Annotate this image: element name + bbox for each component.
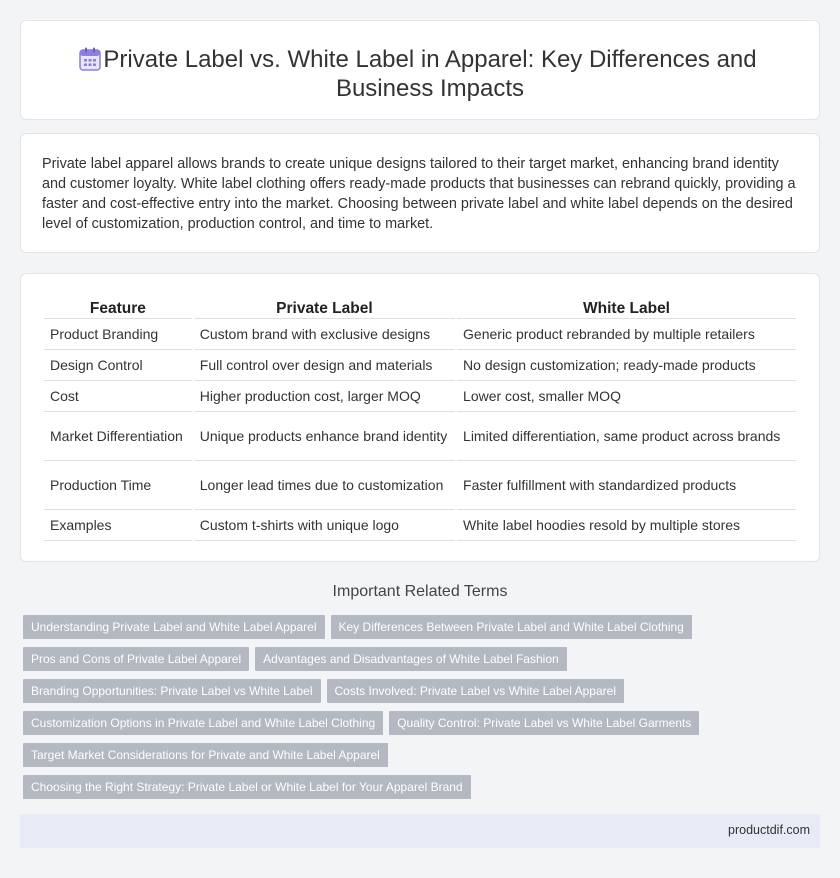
private-label-cell: Full control over design and materials <box>194 350 455 381</box>
page-title: Private Label vs. White Label in Apparel: Key Differences and Business Impacts <box>103 46 757 102</box>
private-label-cell: Custom t-shirts with unique logo <box>194 510 455 541</box>
related-term-tag[interactable]: Understanding Private Label and White Label Apparel <box>23 615 325 639</box>
white-label-cell: Lower cost, smaller MOQ <box>457 381 796 412</box>
table-row <box>44 461 796 510</box>
related-terms-list <box>23 615 813 807</box>
feature-cell: Cost <box>44 381 192 412</box>
footer-site-link[interactable]: productdif.com <box>728 823 810 837</box>
column-header-private-label: Private Label <box>194 296 455 319</box>
column-header-feature: Feature <box>44 296 192 319</box>
related-term-tag[interactable]: Branding Opportunities: Private Label vs White Label <box>23 679 321 703</box>
comparison-table <box>42 296 798 541</box>
intro-card <box>20 133 820 253</box>
feature-cell: Product Branding <box>44 319 192 350</box>
column-header-white-label: White Label <box>457 296 796 319</box>
table-row <box>44 319 796 350</box>
related-term-tag[interactable]: Costs Involved: Private Label vs White Label Apparel <box>327 679 624 703</box>
private-label-cell: Unique products enhance brand identity <box>194 412 455 461</box>
white-label-cell: Limited differentiation, same product across brands <box>457 412 796 461</box>
feature-cell: Production Time <box>44 461 192 510</box>
white-label-cell: White label hoodies resold by multiple stores <box>457 510 796 541</box>
table-row <box>44 381 796 412</box>
feature-cell: Examples <box>44 510 192 541</box>
title-card <box>20 20 820 120</box>
related-terms-heading: Important Related Terms <box>332 583 508 600</box>
table-row <box>44 510 796 541</box>
related-term-tag[interactable]: Customization Options in Private Label and White Label Clothing <box>23 711 383 735</box>
white-label-cell: Generic product rebranded by multiple retailers <box>457 319 796 350</box>
white-label-cell: No design customization; ready-made products <box>457 350 796 381</box>
related-term-tag[interactable]: Target Market Considerations for Private and White Label Apparel <box>23 743 388 767</box>
related-term-tag[interactable]: Quality Control: Private Label vs White Label Garments <box>389 711 699 735</box>
table-row <box>44 350 796 381</box>
related-term-tag[interactable]: Advantages and Disadvantages of White Label Fashion <box>255 647 567 671</box>
private-label-cell: Higher production cost, larger MOQ <box>194 381 455 412</box>
related-term-tag[interactable]: Choosing the Right Strategy: Private Label or White Label for Your Apparel Brand <box>23 775 471 799</box>
white-label-cell: Faster fulfillment with standardized products <box>457 461 796 510</box>
related-term-tag[interactable]: Key Differences Between Private Label and White Label Clothing <box>331 615 692 639</box>
comparison-table-card <box>20 273 820 562</box>
footer <box>20 814 820 848</box>
intro-paragraph: Private label apparel allows brands to create unique designs tailored to their target market, enhancing brand identity and customer loyalty. White label clothing offers ready-made products that businesses can rebrand quickly, providing a faster and cost-effective entry into the market. Choosing between private label and white label depends on the desired level of customization, production control, and time to market. <box>42 156 796 232</box>
table-header-row <box>44 296 796 319</box>
feature-cell: Design Control <box>44 350 192 381</box>
table-row <box>44 412 796 461</box>
feature-cell: Market Differentiation <box>44 412 192 461</box>
related-term-tag[interactable]: Pros and Cons of Private Label Apparel <box>23 647 249 671</box>
private-label-cell: Longer lead times due to customization <box>194 461 455 510</box>
private-label-cell: Custom brand with exclusive designs <box>194 319 455 350</box>
